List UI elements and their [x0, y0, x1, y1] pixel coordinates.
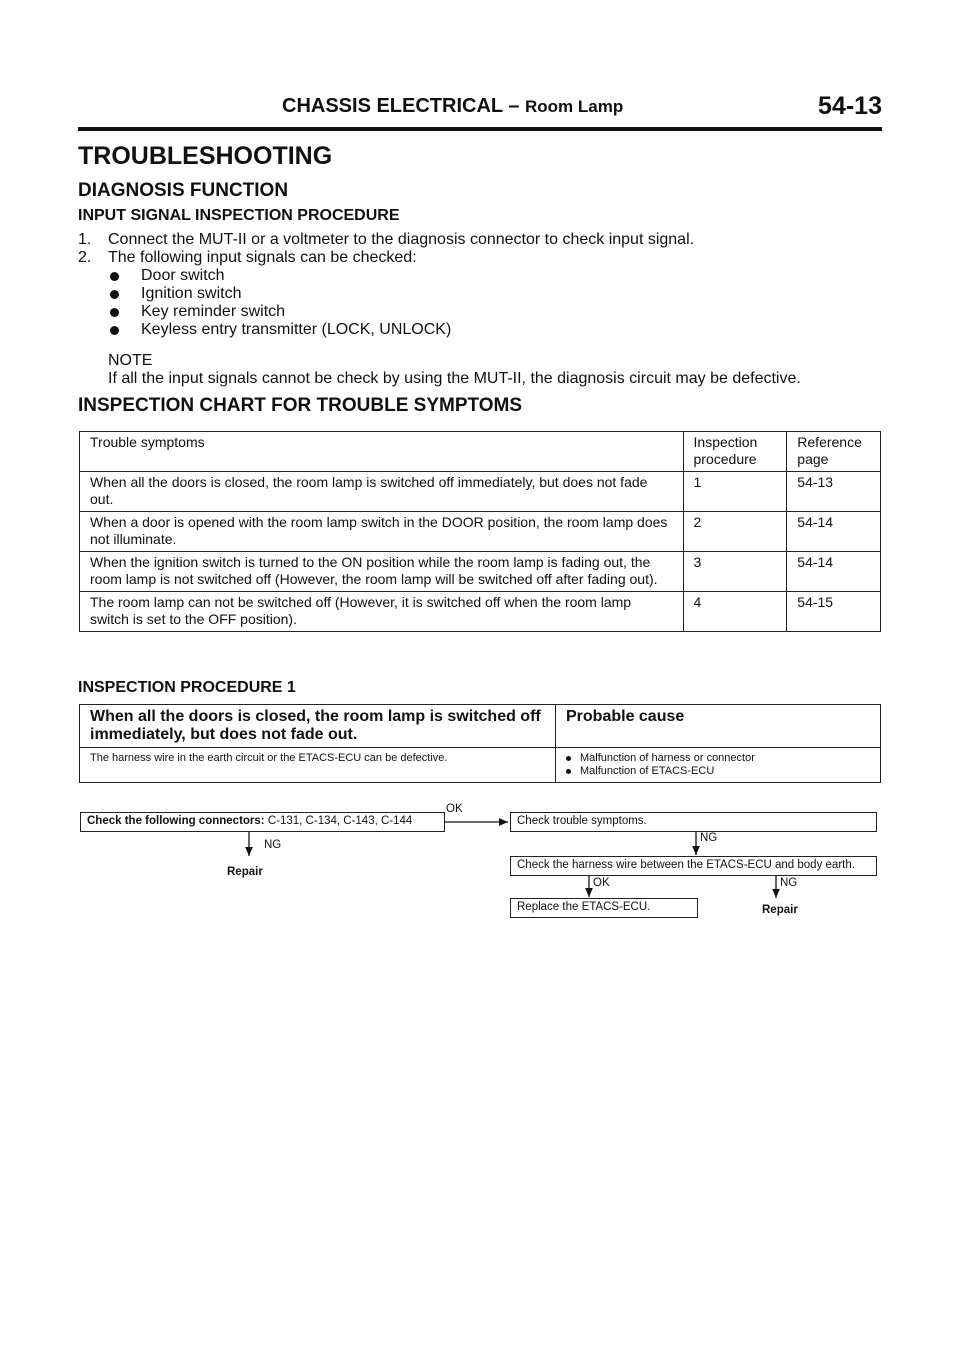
page-cell: 54-13	[787, 472, 881, 512]
procedure-title: INSPECTION PROCEDURE 1	[78, 679, 296, 696]
repair-label: Repair	[762, 904, 798, 916]
header-title-sep: –	[508, 95, 520, 117]
page-cell: 54-14	[787, 552, 881, 592]
diag-subtitle: INPUT SIGNAL INSPECTION PROCEDURE	[78, 207, 400, 224]
check-harness-text: Check the harness wire between the ETACS-ECU and body earth.	[517, 859, 855, 871]
cause-text: Malfunction of ETACS-ECU	[580, 765, 715, 777]
header-reference: Reference page	[787, 432, 881, 472]
procedure-cell: 1	[683, 472, 787, 512]
step-text: The following input signals can be checked:	[108, 249, 417, 266]
page-number: 54-13	[818, 92, 882, 120]
procedure-cell: 4	[683, 592, 787, 632]
connector-list: C-131, C-134, C-143, C-144	[267, 815, 413, 827]
symptom-cell: The room lamp can not be switched off (However, it is switched off when the room lamp switch is set to the OFF position).	[80, 592, 684, 632]
header-procedure: Inspection procedure	[683, 432, 787, 472]
probable-cause-header: Probable cause	[556, 705, 881, 748]
repair-label: Repair	[227, 866, 263, 878]
header-title-sub: Room Lamp	[525, 97, 624, 116]
ng-label: NG	[780, 877, 798, 889]
procedure-cell: 2	[683, 512, 787, 552]
header-symptoms: Trouble symptoms	[80, 432, 684, 472]
check-symptoms-text: Check trouble symptoms.	[517, 815, 647, 827]
step-number: 1.	[78, 231, 92, 248]
page-cell: 54-15	[787, 592, 881, 632]
signal-label: Key reminder switch	[141, 303, 286, 320]
symptom-cell: When all the doors is closed, the room lamp is switched off immediately, but does not fade out.	[80, 472, 684, 512]
symptom-cell: When the ignition switch is turned to the ON position while the room lamp is fading out, the room lamp is not switched off (However, the room lamp will be switched off after fading out).	[80, 552, 684, 592]
chart-title: INSPECTION CHART FOR TROUBLE SYMPTOMS	[78, 395, 523, 416]
check-harness-box	[510, 856, 877, 876]
note-text: If all the input signals cannot be check by using the MUT-II, the diagnosis circuit may be defective.	[108, 370, 801, 387]
replace-ecu-text: Replace the ETACS-ECU.	[517, 901, 651, 913]
check-symptoms-box	[510, 812, 877, 832]
ok-label: OK	[593, 877, 610, 889]
signal-label: Door switch	[141, 267, 225, 284]
step-number: 2.	[78, 249, 92, 266]
ok-label: OK	[446, 803, 463, 815]
signal-label: Keyless entry transmitter (LOCK, UNLOCK)	[141, 321, 452, 338]
ng-label: NG	[264, 839, 282, 851]
note-label: NOTE	[108, 352, 153, 369]
section-title: TROUBLESHOOTING	[78, 142, 333, 170]
step-text: Connect the MUT-II or a voltmeter to the diagnosis connector to check input signal.	[108, 231, 695, 248]
diag-title: DIAGNOSIS FUNCTION	[78, 180, 289, 201]
check-connectors-label: Check the following connectors:	[87, 815, 265, 827]
check-connectors-box	[80, 812, 445, 832]
cause-text: Malfunction of harness or connector	[580, 752, 755, 764]
signal-label: Ignition switch	[141, 285, 242, 302]
symptom-cell: When a door is opened with the room lamp switch in the DOOR position, the room lamp does not illuminate.	[80, 512, 684, 552]
procedure-symptom: When all the doors is closed, the room lamp is switched off immediately, but does not fade out.	[80, 705, 556, 748]
replace-ecu-box	[510, 898, 698, 918]
procedure-description: The harness wire in the earth circuit or the ETACS-ECU can be defective.	[80, 748, 556, 783]
page-cell: 54-14	[787, 512, 881, 552]
procedure-cell: 3	[683, 552, 787, 592]
ng-label: NG	[700, 832, 718, 844]
header-title-main: CHASSIS ELECTRICAL	[282, 95, 503, 117]
